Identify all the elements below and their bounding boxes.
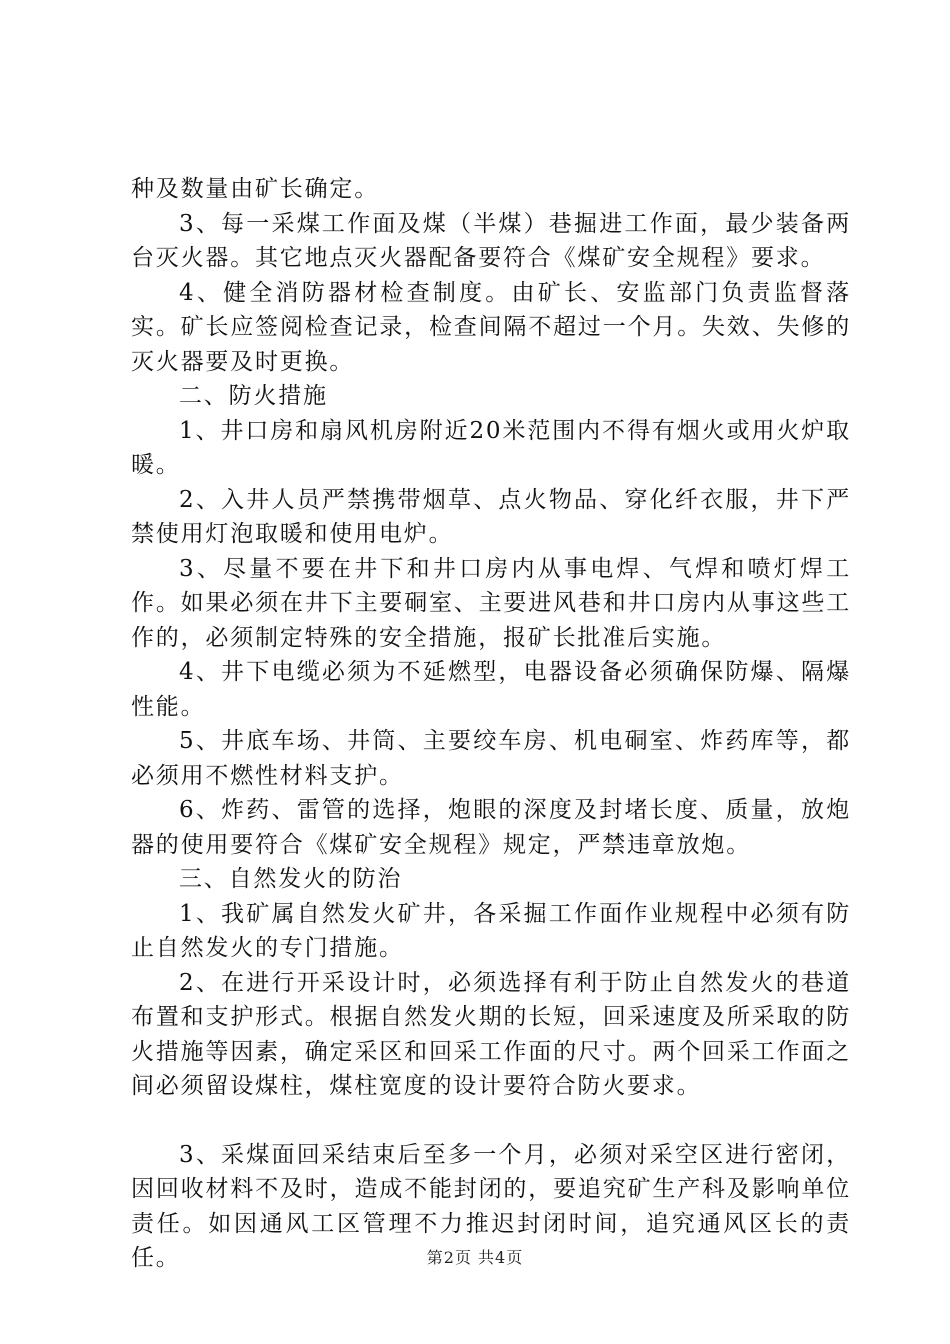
paragraph-spacer xyxy=(131,1104,851,1138)
paragraph-14: 3、采煤面回采结束后至多一个月，必须对采空区进行密闭，因回收材料不及时，造成不能封闭的，要追究矿生产科及影响单位责任。如因通风工区管理不力推迟封闭时间，追究通风区长的责任。 xyxy=(131,1141,851,1271)
paragraph-13: 2、在进行开采设计时，必须选择有利于防止自然发火的巷道布置和支护形式。根据自然发火期的长短，回采速度及所采取的防火措施等因素，确定采区和回采工作面的尺寸。两个回采工作面之间必须留设煤柱，煤柱宽度的设计要符合防火要求。 xyxy=(131,969,851,1099)
paragraph-7: 3、尽量不要在井下和井口房内从事电焊、气焊和喷灯焊工作。如果必须在井下主要硐室、主要进风巷和井口房内从事这些工作的，必须制定特殊的安全措施，报矿长批准后实施。 xyxy=(131,555,851,651)
paragraph-5: 1、井口房和扇风机房附近20米范围内不得有烟火或用火炉取暖。 xyxy=(131,417,851,478)
paragraph-10: 6、炸药、雷管的选择，炮眼的深度及封堵长度、质量，放炮器的使用要符合《煤矿安全规程》规定，严禁违章放炮。 xyxy=(131,797,851,858)
paragraph-9: 5、井底车场、井筒、主要绞车房、机电硐室、炸药库等，都必须用不燃性材料支护。 xyxy=(131,728,851,789)
paragraph-3: 4、健全消防器材检查制度。由矿长、安监部门负责监督落实。矿长应签阅检查记录，检查间隔不超过一个月。失效、失修的灭火器要及时更换。 xyxy=(131,279,851,375)
page-footer: 第2页 共4页 xyxy=(426,1248,524,1267)
paragraph-8: 4、井下电缆必须为不延燃型，电器设备必须确保防爆、隔爆性能。 xyxy=(131,659,851,720)
paragraph-12: 1、我矿属自然发火矿井，各采掘工作面作业规程中必须有防止自然发火的专门措施。 xyxy=(131,900,851,961)
section-heading-fire-prevention: 二、防火措施 xyxy=(179,383,328,409)
document-body xyxy=(131,172,851,1276)
section-heading-spontaneous-combustion: 三、自然发火的防治 xyxy=(179,866,403,892)
paragraph-1: 种及数量由矿长确定。 xyxy=(131,176,379,202)
paragraph-6: 2、入井人员严禁携带烟草、点火物品、穿化纤衣服，井下严禁使用灯泡取暖和使用电炉。 xyxy=(131,486,851,547)
paragraph-2: 3、每一采煤工作面及煤（半煤）巷掘进工作面，最少装备两台灭火器。其它地点灭火器配备要符合《煤矿安全规程》要求。 xyxy=(131,210,851,271)
